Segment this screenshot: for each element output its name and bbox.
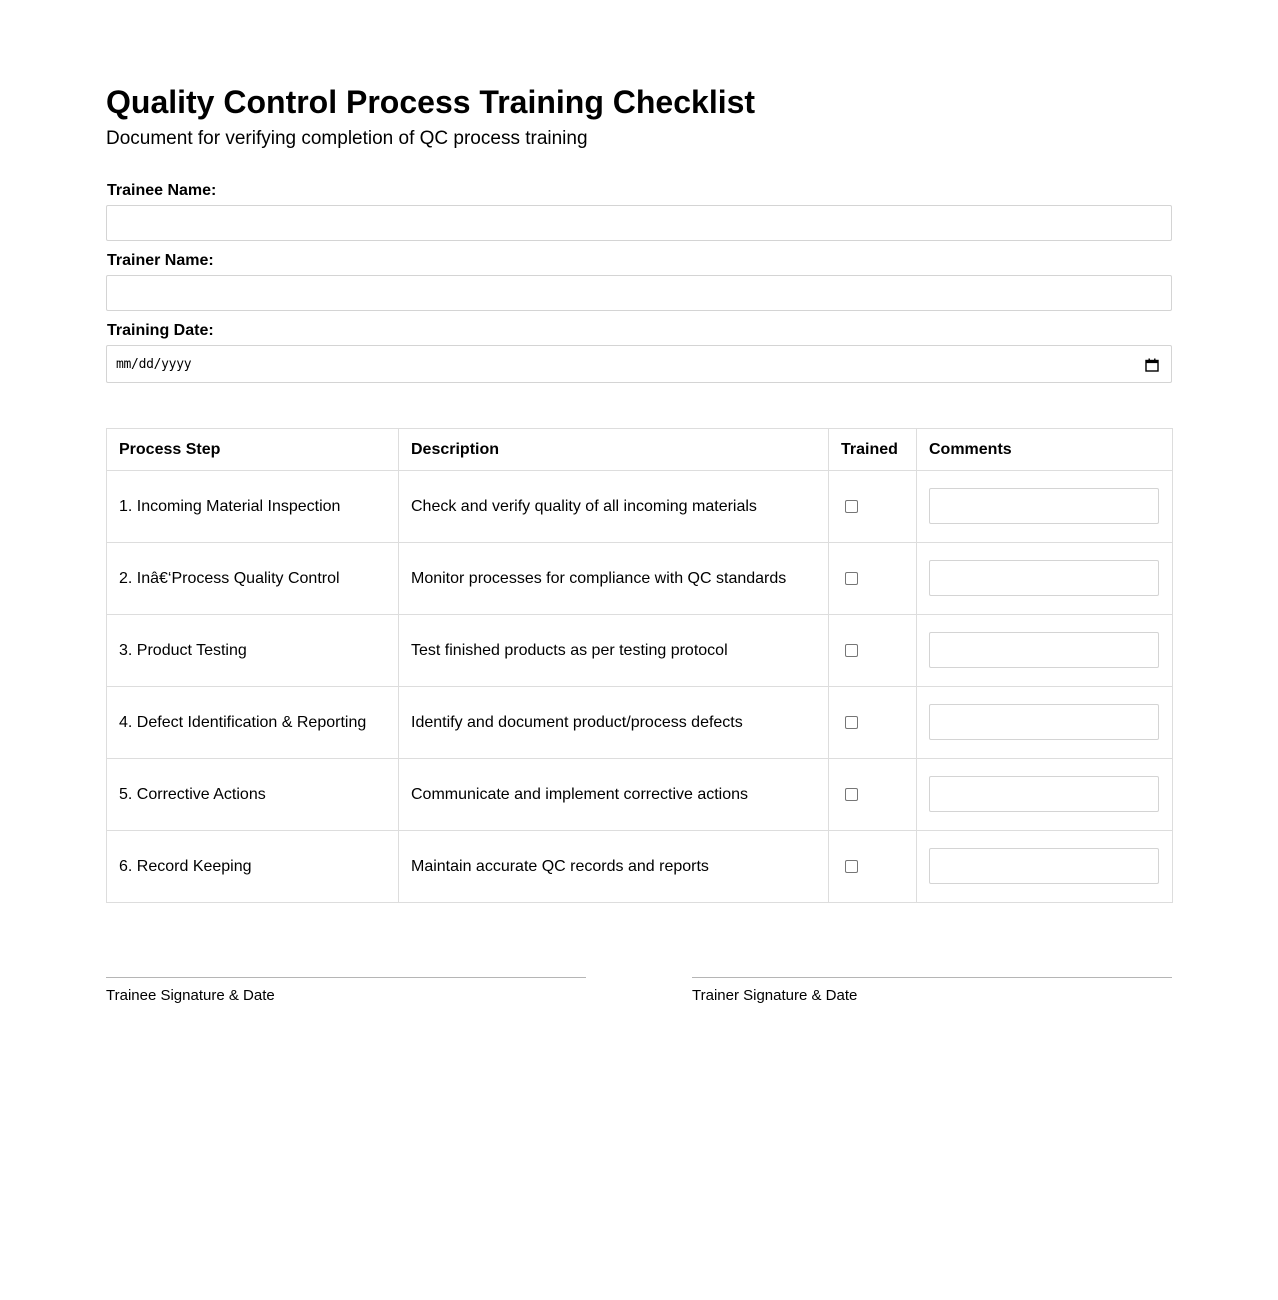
trained-cell (829, 615, 917, 687)
comments-cell (917, 831, 1173, 903)
trained-checkbox[interactable] (845, 716, 858, 729)
trainee-signature-label: Trainee Signature & Date (106, 987, 275, 1004)
trainer-name-label: Trainer Name: (107, 252, 214, 269)
trainer-name-input[interactable] (106, 275, 1172, 311)
comments-cell (917, 759, 1173, 831)
comments-cell (917, 543, 1173, 615)
table-header-row (107, 429, 1173, 471)
description-cell: Check and verify quality of all incoming materials (399, 471, 829, 543)
description-cell: Maintain accurate QC records and reports (399, 831, 829, 903)
trained-checkbox[interactable] (845, 788, 858, 801)
trainer-signature-line (692, 977, 1172, 978)
comment-input[interactable] (929, 488, 1159, 524)
page-subtitle: Document for verifying completion of QC process training (106, 128, 588, 149)
trained-checkbox[interactable] (845, 644, 858, 657)
description-cell: Monitor processes for compliance with QC standards (399, 543, 829, 615)
date-placeholder: mm/dd/yyyy (116, 357, 192, 372)
process-step-cell: 3. Product Testing (107, 615, 399, 687)
comments-cell (917, 471, 1173, 543)
process-step-cell: 2. Inâ€‘Process Quality Control (107, 543, 399, 615)
table-row (107, 471, 1173, 543)
page-title: Quality Control Process Training Checklist (106, 84, 756, 120)
process-step-cell: 6. Record Keeping (107, 831, 399, 903)
trainee-signature-block (106, 977, 586, 1005)
header-trained: Trained (829, 429, 917, 471)
description-cell: Identify and document product/process defects (399, 687, 829, 759)
process-step-cell: 1. Incoming Material Inspection (107, 471, 399, 543)
trained-cell (829, 471, 917, 543)
table-row (107, 831, 1173, 903)
trained-cell (829, 687, 917, 759)
trainee-name-label: Trainee Name: (107, 182, 217, 199)
trained-checkbox[interactable] (845, 500, 858, 513)
trained-checkbox[interactable] (845, 572, 858, 585)
comment-input[interactable] (929, 632, 1159, 668)
table-row (107, 615, 1173, 687)
description-cell: Communicate and implement corrective actions (399, 759, 829, 831)
header-comments: Comments (917, 429, 1173, 471)
trainer-signature-label: Trainer Signature & Date (692, 987, 858, 1004)
trained-cell (829, 543, 917, 615)
trained-checkbox[interactable] (845, 860, 858, 873)
trainer-signature-block (692, 977, 1172, 1005)
comment-input[interactable] (929, 704, 1159, 740)
table-row (107, 543, 1173, 615)
trained-cell (829, 759, 917, 831)
description-cell: Test finished products as per testing protocol (399, 615, 829, 687)
training-date-label: Training Date: (107, 322, 214, 339)
comment-input[interactable] (929, 776, 1159, 812)
trained-cell (829, 831, 917, 903)
header-description: Description (399, 429, 829, 471)
process-step-cell: 4. Defect Identification & Reporting (107, 687, 399, 759)
trainee-signature-line (106, 977, 586, 978)
header-process-step: Process Step (107, 429, 399, 471)
process-step-cell: 5. Corrective Actions (107, 759, 399, 831)
comments-cell (917, 615, 1173, 687)
table-row (107, 687, 1173, 759)
comment-input[interactable] (929, 848, 1159, 884)
comment-input[interactable] (929, 560, 1159, 596)
training-date-input[interactable] (106, 345, 1172, 383)
table-row (107, 759, 1173, 831)
training-checklist-table (106, 428, 1173, 903)
calendar-icon[interactable] (1145, 358, 1159, 372)
trainee-name-input[interactable] (106, 205, 1172, 241)
comments-cell (917, 687, 1173, 759)
